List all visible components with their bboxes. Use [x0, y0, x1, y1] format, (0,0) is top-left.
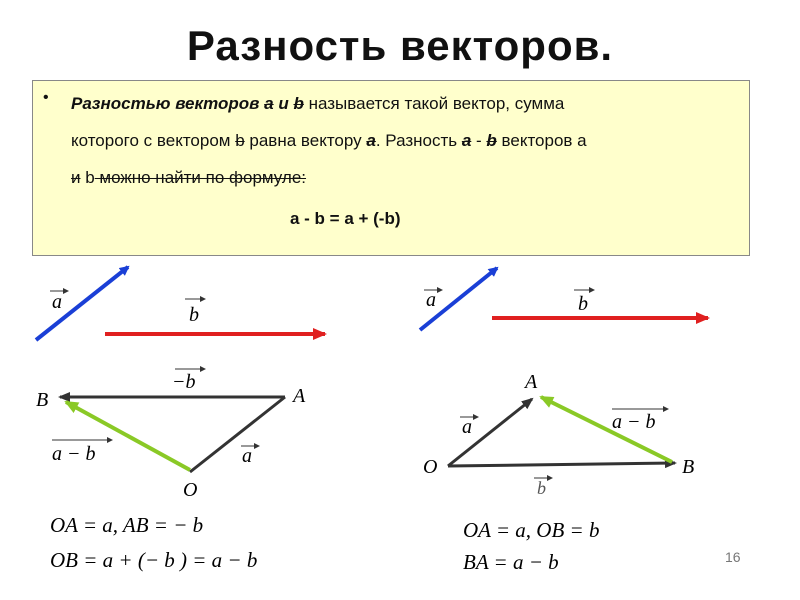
slide-number: 16 — [725, 549, 741, 565]
formula: a - b = a + (-b) — [290, 209, 401, 228]
right-side-OA — [448, 399, 532, 466]
bullet-dot: • — [43, 89, 49, 106]
left-label-a: a — [52, 291, 62, 313]
minus-sign: - — [471, 131, 487, 150]
definition-lead: Разностью векторов — [71, 94, 260, 113]
right-side-OB — [448, 463, 675, 466]
word-and: и — [278, 94, 289, 113]
left-point-B: B — [36, 389, 49, 411]
right-equation-2: BA = a − b — [463, 550, 559, 574]
right-point-O: O — [423, 456, 438, 478]
vec-a: a — [264, 94, 274, 113]
left-blue-vector-a — [36, 267, 128, 340]
right-point-A: A — [525, 371, 538, 393]
left-point-O: O — [183, 479, 198, 501]
def-text-3: равна вектору — [244, 131, 362, 150]
right-label-b-bottom: b — [537, 478, 546, 498]
def-text-4: . Разность — [375, 131, 458, 150]
left-label-b: b — [189, 304, 199, 326]
left-side-OA — [190, 397, 285, 472]
def-text-7: можно найти по формуле: — [94, 168, 307, 187]
right-point-B: B — [682, 456, 695, 478]
def-text-2: которого с вектором — [71, 131, 231, 150]
vec-a-2: a — [366, 131, 376, 150]
vec-b-3: b — [486, 131, 497, 150]
right-label-a: a — [426, 289, 436, 311]
left-label-neg-b: −b — [172, 371, 196, 393]
right-label-b: b — [578, 293, 588, 315]
left-equation-2: OB = a + (− b ) = a − b — [50, 548, 258, 572]
left-label-a-minus-b: a − b — [52, 443, 96, 465]
def-text-5: векторов а — [496, 131, 587, 150]
left-point-A: A — [293, 385, 306, 407]
right-label-a-side: a — [462, 416, 472, 438]
right-label-a-minus-b: a − b — [612, 411, 656, 433]
vec-a-3: a — [461, 131, 472, 150]
left-label-a-side: a — [242, 445, 252, 467]
word-and-2: и — [71, 168, 81, 187]
right-equation-1: OA = a, OB = b — [463, 518, 600, 542]
vec-b-2: b — [235, 131, 245, 150]
def-text-6: b — [80, 168, 95, 187]
slide-title: Разность векторов. — [186, 22, 614, 69]
def-text-1: называется такой вектор, сумма — [303, 94, 565, 113]
vec-b: b — [293, 94, 304, 113]
left-equation-1: OA = a, AB = − b — [50, 513, 204, 537]
